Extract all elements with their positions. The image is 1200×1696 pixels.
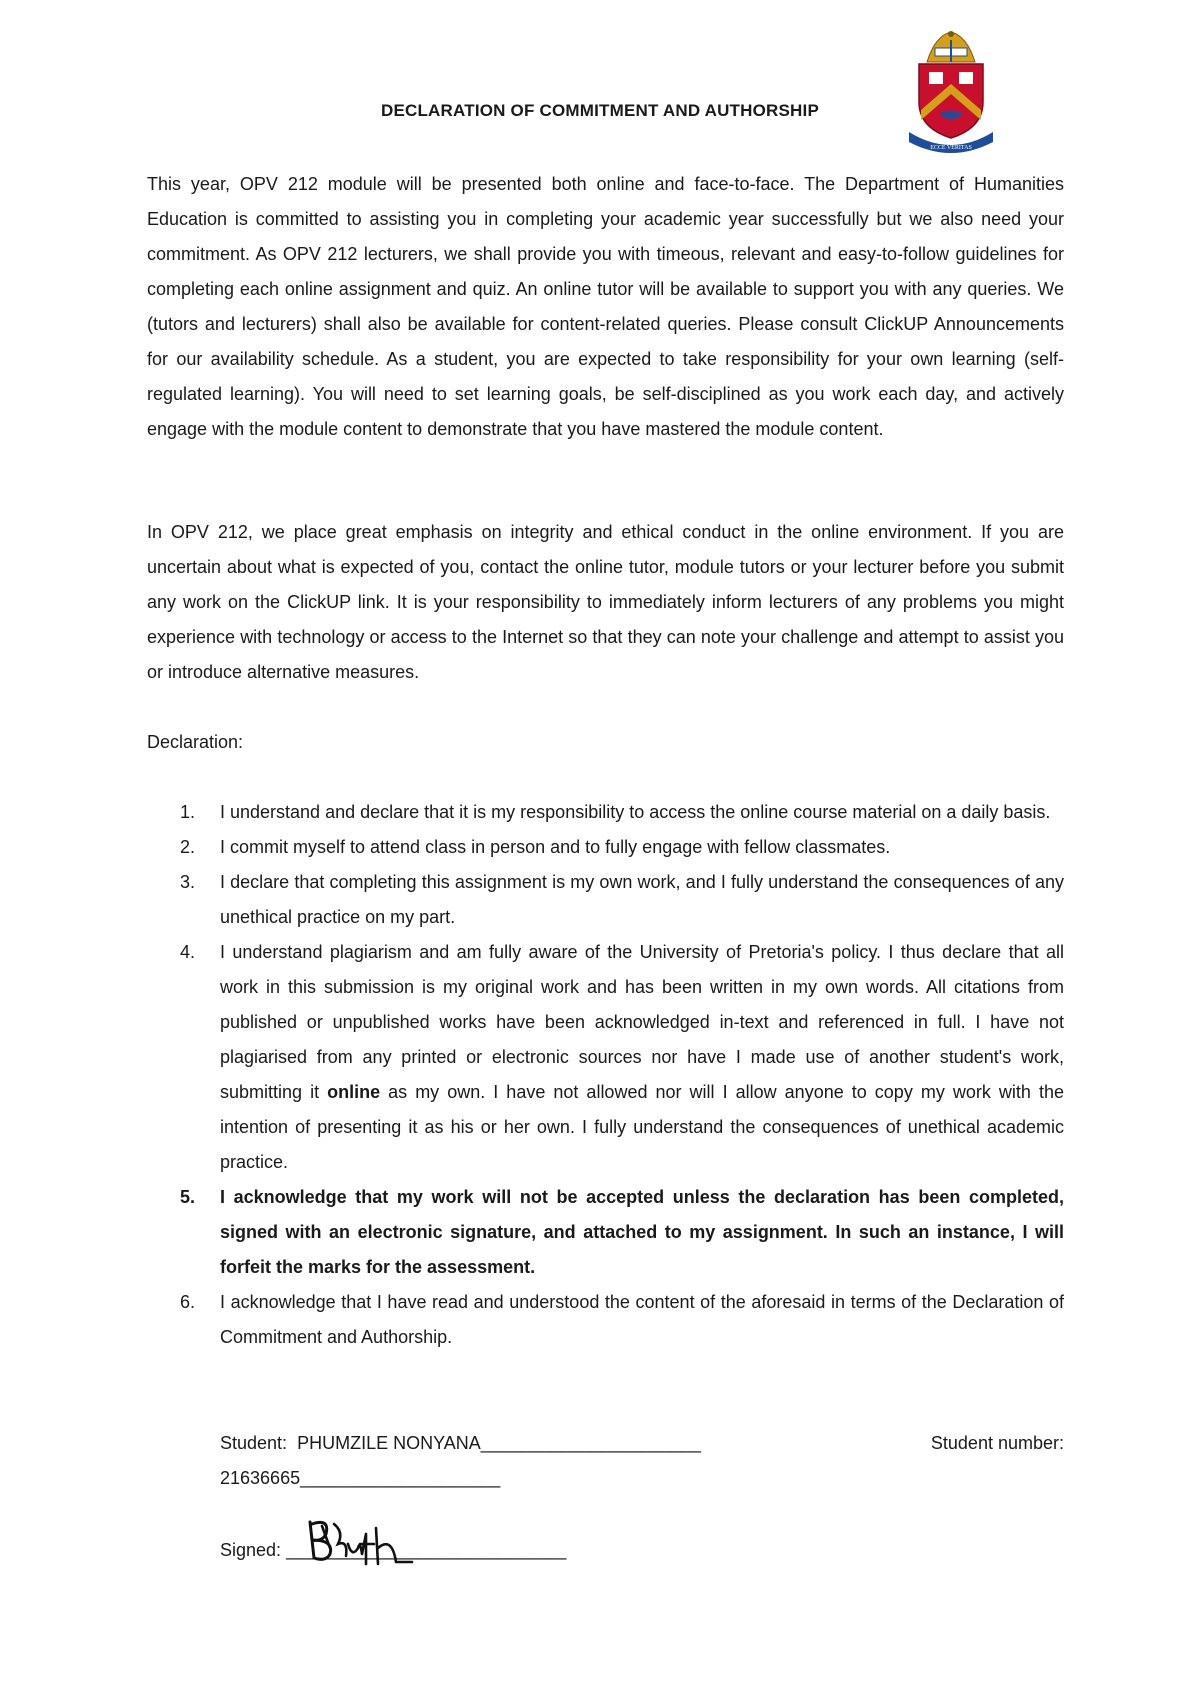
list-item bbox=[147, 1180, 1064, 1285]
student-number-blank: ____________________ bbox=[300, 1468, 501, 1488]
list-item-bold-text: online bbox=[327, 1082, 381, 1102]
declaration-list bbox=[147, 795, 1064, 1355]
list-item bbox=[147, 795, 1064, 830]
list-item-number: 1. bbox=[180, 802, 196, 822]
page-title: DECLARATION OF COMMITMENT AND AUTHORSHIP bbox=[380, 101, 819, 120]
student-name: PHUMZILE NONYANA bbox=[297, 1433, 481, 1453]
list-item-text: I acknowledge that my work will not be accepted unless the declaration has been completed, signed with an electronic signature, and attached to my assignment. In such an instance, I will forfeit the marks for the assessment. bbox=[220, 1187, 1064, 1277]
student-label: Student: bbox=[220, 1433, 288, 1453]
list-item-text: I declare that completing this assignment is my own work, and I fully understand the consequences of any unethical practice on my part. bbox=[220, 872, 1064, 927]
list-item-text: I commit myself to attend class in person and to fully engage with fellow classmates. bbox=[220, 837, 891, 857]
list-item-number: 6. bbox=[180, 1292, 196, 1312]
list-item-text: I acknowledge that I have read and understood the content of the aforesaid in terms of the Declaration of Commitment and Authorship. bbox=[220, 1292, 1064, 1347]
handwritten-signature bbox=[300, 1514, 418, 1570]
crest-motto: ECCE VERITAS bbox=[930, 145, 972, 151]
student-number: 21636665 bbox=[220, 1468, 301, 1488]
list-item bbox=[147, 1285, 1064, 1355]
list-item-text: I understand and declare that it is my responsibility to access the online course material on a daily basis. bbox=[220, 802, 1051, 822]
list-item-number: 2. bbox=[180, 837, 196, 857]
signature-blank: ____________________________ bbox=[286, 1540, 567, 1560]
student-number-label: Student number: bbox=[930, 1433, 1064, 1453]
integrity-paragraph: In OPV 212, we place great emphasis on integrity and ethical conduct in the online environment. If you are uncertain about what is expected of you, contact the online tutor, module tutors or your lecturer before you submit any work on the ClickUP link. It is your responsibility to immediately inform lecturers of any problems you might experience with technology or access to the Internet so that they can note your challenge and attempt to assist you or introduce alternative measures. bbox=[147, 522, 1064, 682]
signed-label: Signed: bbox=[220, 1540, 282, 1560]
student-number-line bbox=[220, 1461, 500, 1496]
student-name-blank: ______________________ bbox=[480, 1433, 702, 1453]
declaration-label: Declaration: bbox=[147, 732, 244, 752]
list-item-text: as my own. I have not allowed nor will I allow anyone to copy my work with the intention of presenting it as his or her own. I fully understand the consequences of unethical academic practice. bbox=[220, 1082, 1064, 1172]
list-item-number: 5. bbox=[180, 1187, 196, 1207]
list-item-number: 4. bbox=[180, 942, 196, 962]
list-item-text: I understand plagiarism and am fully aware of the University of Pretoria's policy. I thus declare that all work in this submission is my original work and has been written in my own words. All citations from published or unpublished works have been acknowledged in-text and referenced in full. I have not plagiarised from any printed or electronic sources nor have I made use of another student's work, submitting it bbox=[220, 942, 1064, 1102]
university-crest-icon bbox=[905, 28, 997, 154]
list-item bbox=[147, 865, 1064, 935]
intro-paragraph: This year, OPV 212 module will be presented both online and face-to-face. The Department of Humanities Education is committed to assisting you in completing your academic year successfully but we also need your commitment. As OPV 212 lecturers, we shall provide you with timeous, relevant and easy-to-follow guidelines for completing each online assignment and quiz. An online tutor will be available to support you with any queries. We (tutors and lecturers) shall also be available for content-related queries. Please consult ClickUP Announcements for our availability schedule. As a student, you are expected to take responsibility for your own learning (self-regulated learning). You will need to set learning goals, be self-disciplined as you work each day, and actively engage with the module content to demonstrate that you have mastered the module content. bbox=[147, 174, 1064, 439]
list-item bbox=[147, 830, 1064, 865]
student-name-line bbox=[220, 1426, 1064, 1461]
list-item-number: 3. bbox=[180, 872, 196, 892]
list-item bbox=[147, 935, 1064, 1180]
